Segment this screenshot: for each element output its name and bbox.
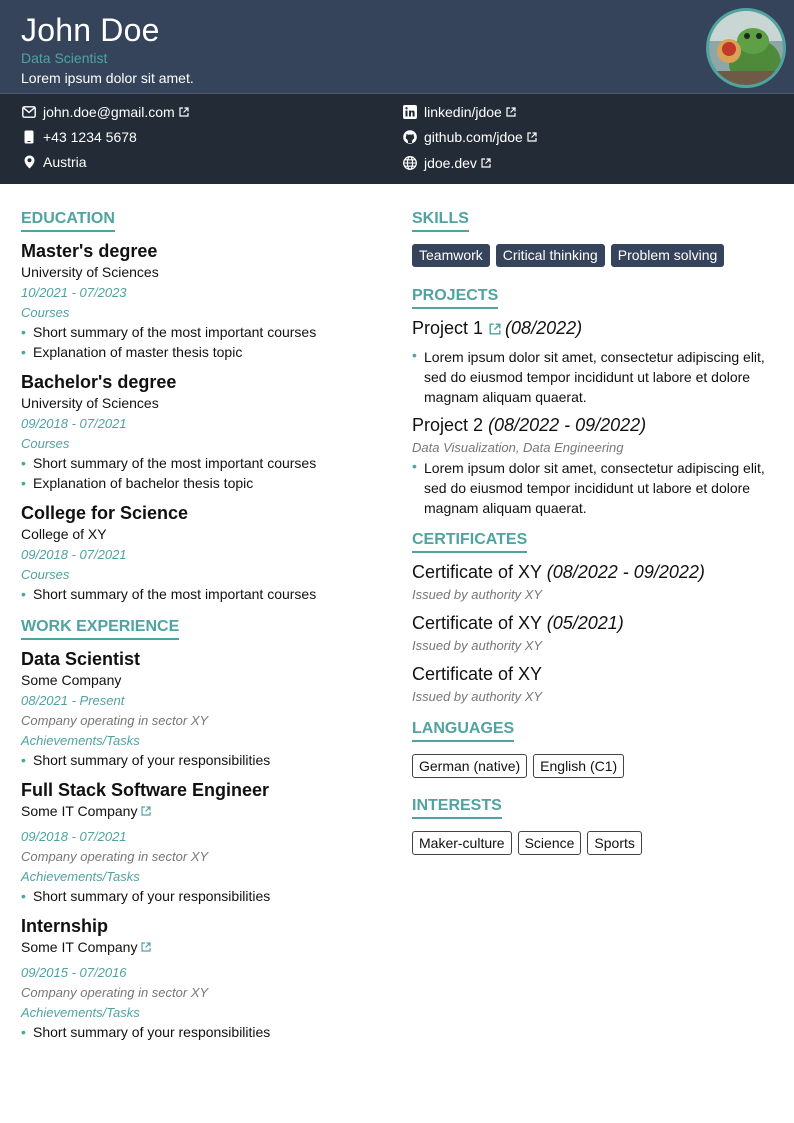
location-text: Austria (43, 154, 87, 170)
work-company-link[interactable]: Some IT Company (21, 939, 151, 955)
certificate-issuer: Issued by authority XY (412, 689, 543, 704)
external-link-icon (489, 323, 501, 335)
list-item: • Short summary of your responsibilities (21, 1024, 271, 1040)
contact-github[interactable] (402, 127, 537, 147)
language-chip: German (native) (412, 754, 527, 778)
contact-bar (0, 93, 794, 184)
education-degree: Bachelor's degree (21, 372, 177, 392)
contact-email[interactable] (21, 102, 189, 122)
education-dates: 09/2018 - 07/2021 (21, 416, 127, 431)
envelope-icon (21, 104, 37, 120)
education-heading: EDUCATION (21, 209, 115, 232)
work-label: Achievements/Tasks (21, 733, 140, 748)
work-dates: 09/2015 - 07/2016 (21, 965, 127, 980)
list-item: • Short summary of the most important courses (21, 324, 317, 340)
languages-heading: LANGUAGES (412, 719, 514, 742)
skill-chip: Problem solving (611, 244, 725, 267)
github-text[interactable]: github.com/jdoe (424, 129, 523, 145)
work-role: Full Stack Software Engineer (21, 780, 270, 800)
project-description: • Lorem ipsum dolor sit amet, consectetur adipiscing elit, sed do eiusmod tempor incididunt ut labore et dolore magnam aliquam quaerat. (412, 458, 765, 516)
education-dates: 09/2018 - 07/2021 (21, 547, 127, 562)
work-role: Data Scientist (21, 649, 141, 669)
contact-linkedin[interactable] (402, 102, 516, 122)
project-description: • Lorem ipsum dolor sit amet, consectetur adipiscing elit, sed do eiusmod tempor incididunt ut labore et dolore magnam aliquam quaerat. (412, 347, 765, 405)
work-label: Achievements/Tasks (21, 1005, 140, 1020)
projects-heading: PROJECTS (412, 286, 498, 309)
work-role: Internship (21, 916, 109, 936)
skill-chip: Critical thinking (496, 244, 605, 267)
interests-heading: INTERESTS (412, 796, 502, 819)
education-label: Courses (21, 567, 70, 582)
avatar (706, 8, 786, 88)
contact-location (21, 152, 87, 172)
certificate-name: Certificate of XY (08/2022 - 09/2022) (412, 562, 705, 582)
phone-text[interactable]: +43 1234 5678 (43, 129, 137, 145)
education-school: College of XY (21, 526, 107, 542)
work-company: Some Company (21, 672, 122, 688)
education-school: University of Sciences (21, 264, 159, 280)
education-label: Courses (21, 305, 70, 320)
work-sector: Company operating in sector XY (21, 849, 209, 864)
linkedin-icon (402, 104, 418, 120)
external-link-icon (141, 942, 151, 952)
external-link-icon (527, 132, 537, 142)
certificates-heading: CERTIFICATES (412, 530, 527, 553)
education-degree: Master's degree (21, 241, 158, 261)
interests-list (412, 831, 642, 855)
work-company-link[interactable]: Some IT Company (21, 803, 151, 819)
education-dates: 10/2021 - 07/2023 (21, 285, 127, 300)
interest-chip: Science (518, 831, 582, 855)
external-link-icon (179, 107, 189, 117)
resume-header (0, 0, 794, 93)
education-school: University of Sciences (21, 395, 159, 411)
language-chip: English (C1) (533, 754, 624, 778)
work-label: Achievements/Tasks (21, 869, 140, 884)
project-tags: Data Visualization, Data Engineering (412, 440, 624, 455)
list-item: • Explanation of bachelor thesis topic (21, 475, 254, 491)
github-icon (402, 129, 418, 145)
phone-icon (21, 129, 37, 145)
list-item: • Short summary of the most important courses (21, 455, 317, 471)
education-degree: College for Science (21, 503, 189, 523)
project-title[interactable]: Project 1 (08/2022) (412, 318, 583, 338)
certificate-issuer: Issued by authority XY (412, 587, 543, 602)
tagline: Lorem ipsum dolor sit amet. (21, 70, 194, 86)
contact-phone[interactable] (21, 127, 137, 147)
website-text[interactable]: jdoe.dev (424, 155, 477, 171)
external-link-icon (141, 806, 151, 816)
globe-icon (402, 155, 418, 171)
list-item: • Explanation of master thesis topic (21, 344, 243, 360)
interest-chip: Sports (587, 831, 641, 855)
project-title: Project 2 (08/2022 - 09/2022) (412, 415, 647, 435)
skill-chip: Teamwork (412, 244, 490, 267)
certificate-name: Certificate of XY (05/2021) (412, 613, 624, 633)
work-dates: 08/2021 - Present (21, 693, 125, 708)
interest-chip: Maker-culture (412, 831, 512, 855)
contact-website[interactable] (402, 153, 491, 173)
external-link-icon (481, 158, 491, 168)
linkedin-text[interactable]: linkedin/jdoe (424, 104, 502, 120)
map-pin-icon (21, 154, 37, 170)
skills-list (412, 244, 724, 267)
languages-list (412, 754, 624, 778)
certificate-issuer: Issued by authority XY (412, 638, 543, 653)
work-dates: 09/2018 - 07/2021 (21, 829, 127, 844)
work-experience-heading: WORK EXPERIENCE (21, 617, 179, 640)
external-link-icon (506, 107, 516, 117)
education-label: Courses (21, 436, 70, 451)
email-text[interactable]: john.doe@gmail.com (43, 104, 175, 120)
list-item: • Short summary of your responsibilities (21, 888, 271, 904)
full-name: John Doe (21, 12, 160, 48)
list-item: • Short summary of the most important courses (21, 586, 317, 602)
job-title: Data Scientist (21, 50, 108, 66)
certificate-name: Certificate of XY (412, 664, 543, 684)
work-sector: Company operating in sector XY (21, 985, 209, 1000)
work-sector: Company operating in sector XY (21, 713, 209, 728)
list-item: • Short summary of your responsibilities (21, 752, 271, 768)
skills-heading: SKILLS (412, 209, 469, 232)
